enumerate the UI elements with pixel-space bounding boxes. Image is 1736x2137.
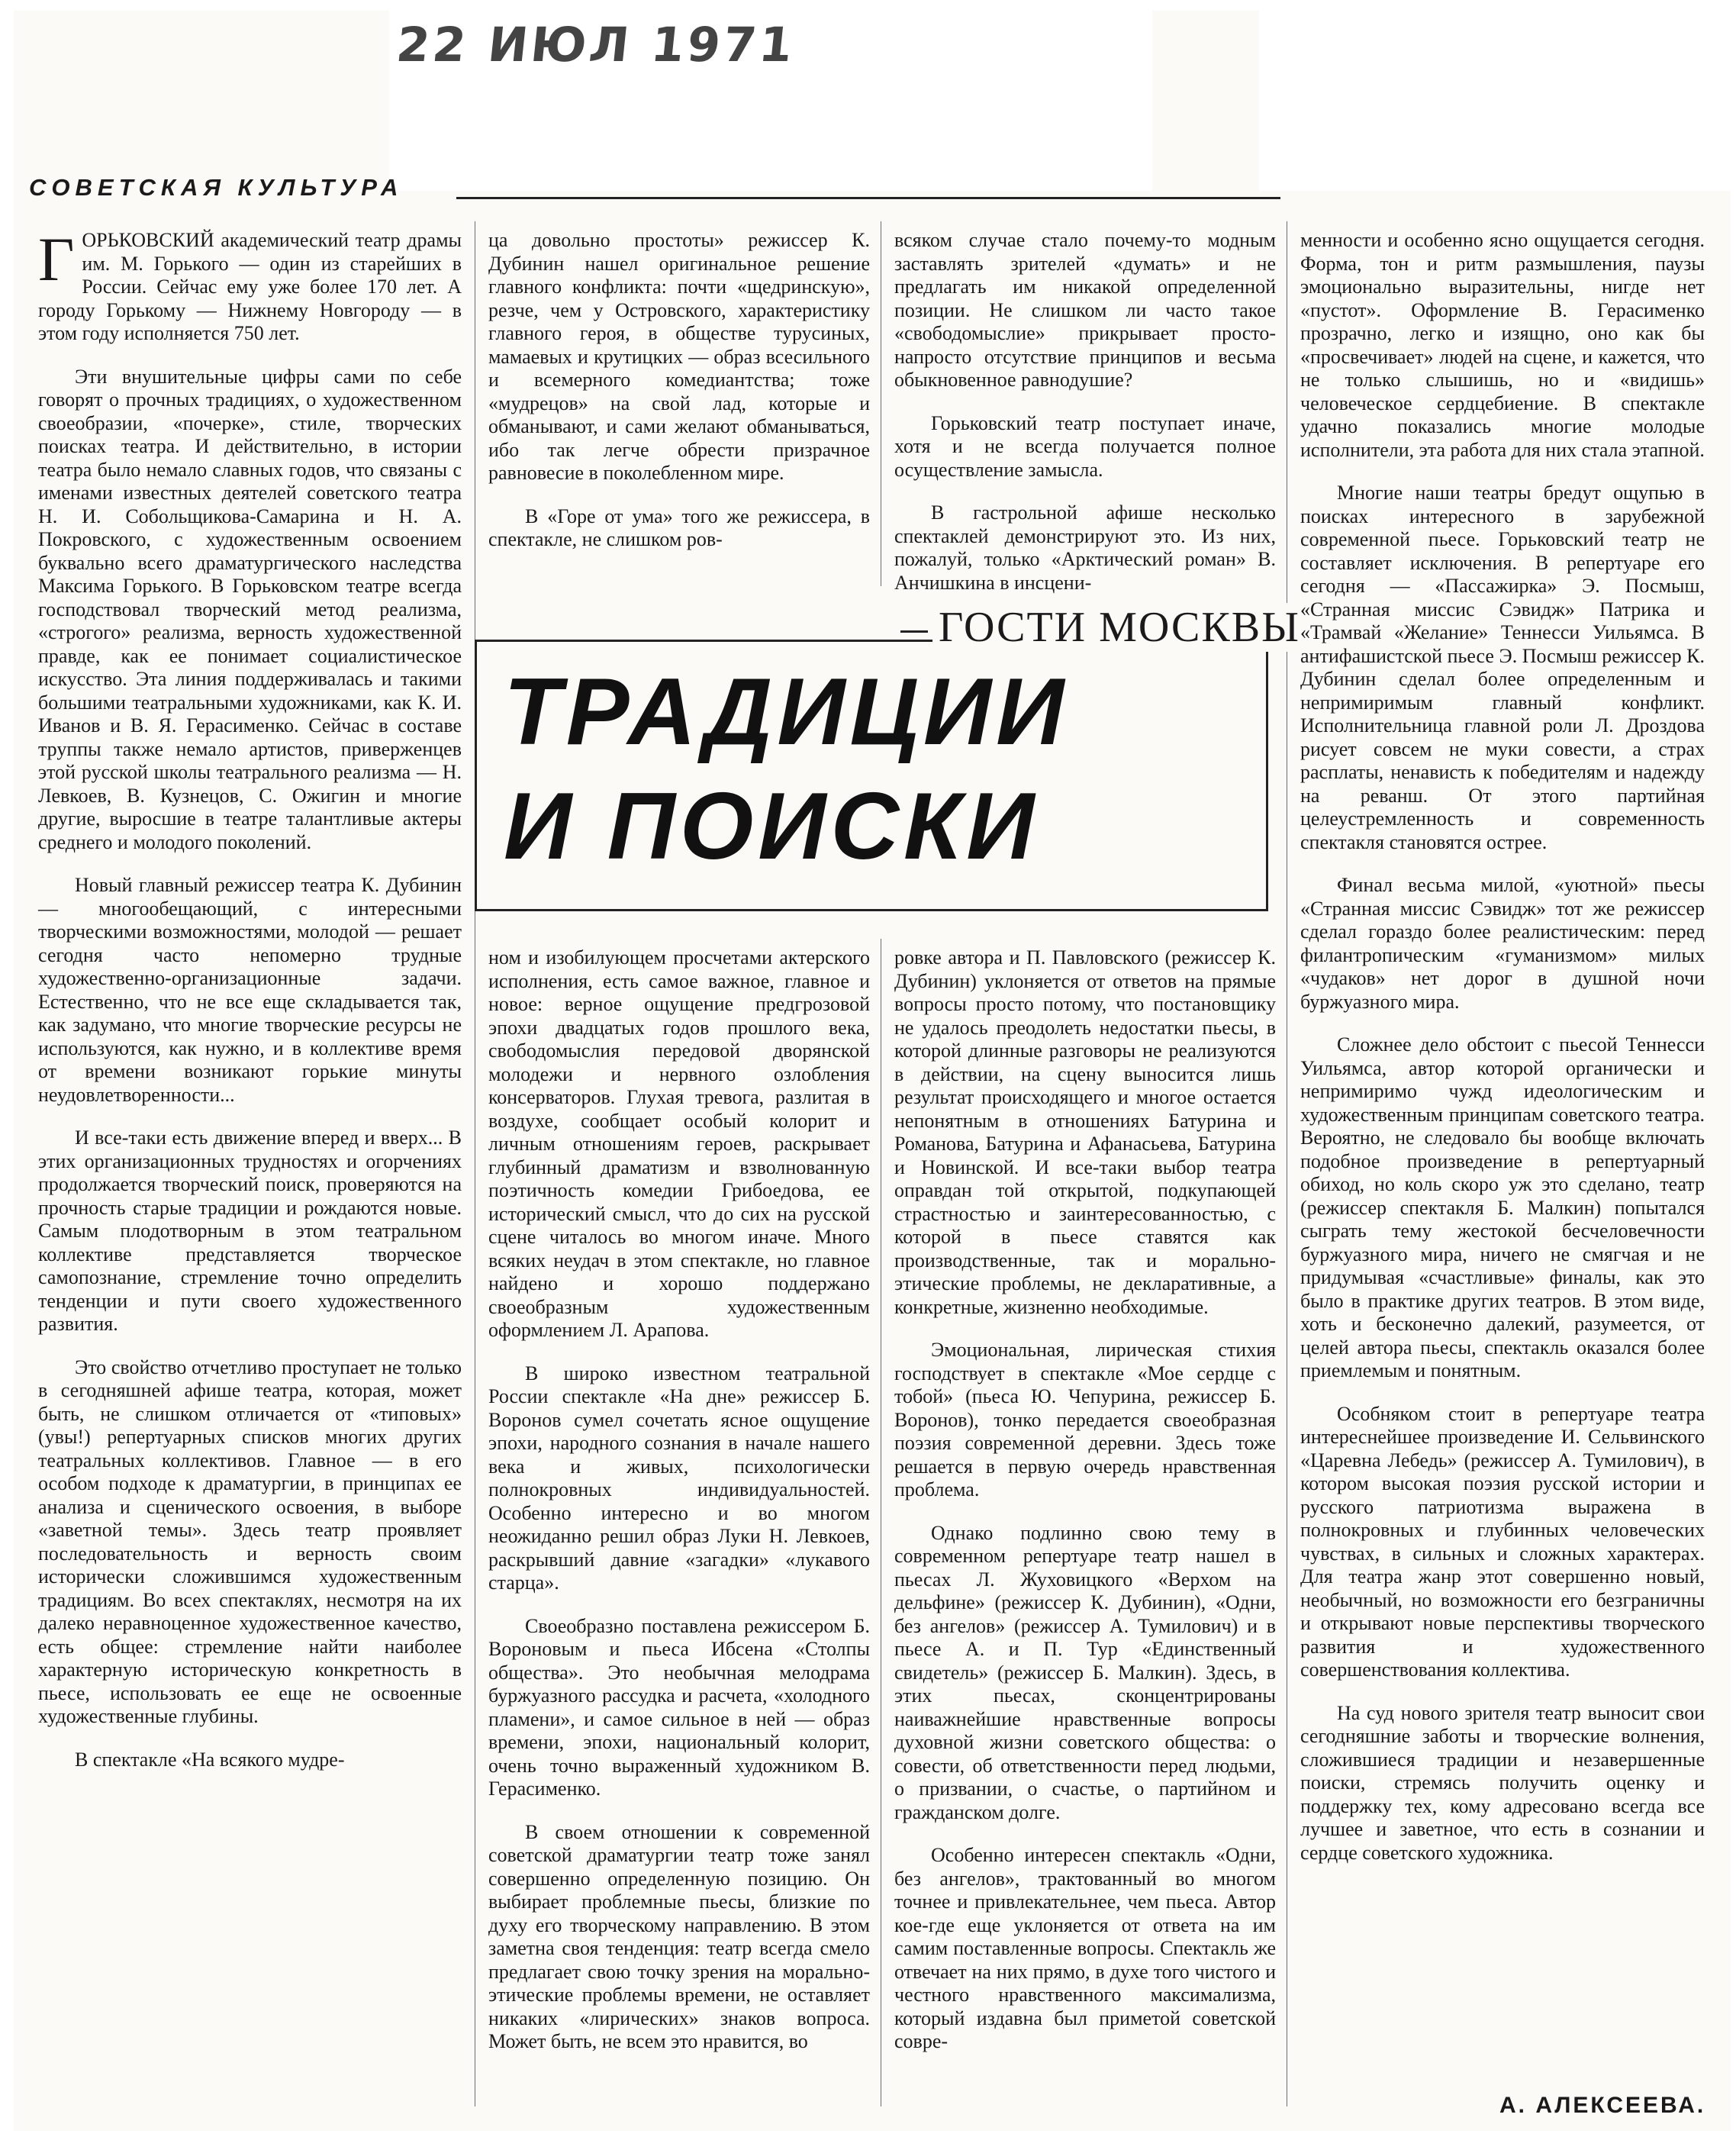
article-paragraph: Эмоциональная, лирическая стихия господствует в спектакле «Мое сердце с тобой» (пьеса Ю. Чепурина, режиссер Б. Воронов), тонко передается своеобразная поэзия современной деревни. Здесь тоже решается в первую очередь нравственная проблема. — [894, 1339, 1276, 1500]
article-paragraph: На суд нового зрителя театр выносит свои сегодняшние заботы и творческие волнения, сложившиеся традиции и незавершенные поиски, стремясь получить оценку и поддержку тех, кому адресовано всегда все лучшее и заветное, что есть в сознании и сердце советского художника. — [1300, 1701, 1705, 1864]
masthead-rule — [456, 197, 1280, 199]
article-column-4 — [1300, 229, 1705, 1884]
article-paragraph: всяком случае стало почему-то модным заставлять зрителей «думать» и не предлагать им никакой определенной позиции. Не слишком ли часто такое «свободомыслие» прикрывает просто-напросто отсутствие принципов и весьма обыкновенное равнодушие? — [894, 229, 1276, 391]
drop-cap: Г — [38, 224, 75, 294]
clipping-cutout-right — [1259, 0, 1736, 191]
article-paragraph: И все-таки есть движение вперед и вверх... В этих организационных трудностях и огорчениях продолжается творческий поиск, проверяются на прочность старые традиции и рождаются новые. Самым плодотворным в этом театральном коллективе представляется творческое самопознание, стремление точно определить тенденции и пути своего художественного развития. — [38, 1127, 462, 1335]
article-paragraph: Эти внушительные цифры сами по себе говорят о прочных традициях, о художественном своеобразии, «почерке», стиле, творческих поисках театра. И действительно, в истории театра было немало славных годов, что связаны с именами известных деятелей советского театра Н. И. Собольщикова-Самарина и Н. А. Покровского, с художественным освоением буквально всего драматургического наследства Максима Горького. В Горьковском театре всегда господствовал творческий метод реализма, «строгого» реализма, верность художественной правде, как ее понимает социалистическое искусство. Эта линия поддерживалась и такими большими театральными художниками, как К. И. Иванов и В. Я. Герасименко. Сейчас в составе труппы также немало артистов, приверженцев этой русской школы театрального реализма — Н. Левкоев, В. Кузнецов, С. Ожигин и многие другие, выросшие в театре талантливые актеры среднего и молодого поколений. — [38, 365, 462, 853]
article-column-2-bottom — [488, 946, 870, 2074]
article-paragraph: ном и изобилующем просчетами актерского исполнения, есть самое важное, главное и новое: верное ощущение предгрозовой эпохи двадцатых годов прошлого века, свободомыслия передовой дворянской молодежи и нервного озлобления консерваторов. Глухая тревога, разлитая в воздухе, сообщает особый колорит и личным отношениям героев, раскрывает глубинный драматизм и взволнованную поэтичность комедии Грибоедова, ее исторический смысл, что до сих на русской сцене читалось во многом иначе. Много всяких неудач в этом спектакле, но главное найдено и хорошо поддержано своеобразным художественным оформлением Л. Арапова. — [488, 946, 870, 1341]
article-paragraph: Особняком стоит в репертуаре театра интереснейшее произведение И. Сельвинского «Царевна Лебедь» (режиссер А. Тумилович), в котором высокая поэзия русской истории и русского патриотизма выражена в полнокровных и глубинных человеческих чувствах, в сильных и сложных характерах. Для театра жанр этот совершенно новый, необычный, но возможности его безграничны и открывают новые перспективы творческого развития и художественного совершенствования коллектива. — [1300, 1402, 1705, 1681]
headline-line-2: И ПОИСКИ — [504, 774, 1039, 879]
article-paragraph: Финал весьма милой, «уютной» пьесы «Странная миссис Сэвидж» тот же режиссер сделал гораздо более реалистическим: перед филантропическим «гуманизмом» милых «чудаков» нет дорог в душной ночи буржуазного мира. — [1300, 874, 1705, 1013]
article-paragraph: ровке автора и П. Павловского (режиссер К. Дубинин) уклоняется от ответов на прямые вопросы просто потому, что постановщику не удалось преодолеть недостатки пьесы, в которой длинные разговоры не реализуются в действии, на сцену выносится лишь результат происходящего и многое остается непонятным в отношениях Батурина и Романова, Батурина и Афанасьева, Батурина и Новинской. И все-таки выбор театра оправдан той открытой, подкупающей страстностью и заинтересованностью, с которой в пьесе ставятся как производственные, так и морально-этические проблемы, не декларативные, а конкретные, жизненно необходимые. — [894, 946, 1276, 1318]
article-column-3-top — [894, 229, 1276, 614]
rubric-rule — [900, 630, 928, 633]
article-column-2-top — [488, 229, 870, 572]
newspaper-masthead: СОВЕТСКАЯ КУЛЬТУРА — [29, 174, 404, 201]
article-paragraph: Своеобразно поставлена режиссером Б. Вороновым и пьеса Ибсена «Столпы общества». Это необычная мелодрама буржуазного рассудка и расчета, «холодного пламени», и самое сильное в ней — образ времени, эпохи, национальный колорит, очень точно выраженный художником В. Герасименко. — [488, 1614, 870, 1800]
article-paragraph: Новый главный режиссер театра К. Дубинин — многообещающий, с интересными творческими возможностями, молодой — решает сегодня часто непомерно трудные художественно-организационные задачи. Естественно, что не все еще складывается так, как задумано, что многие творческие ресурсы не используются, как нужно, и в коллективе время от времени возникают горькие минуты неудовлетворенности... — [38, 874, 462, 1106]
author-signature: А. АЛЕКСЕЕВА. — [1499, 2093, 1706, 2118]
article-paragraph: Горьковский театр поступает иначе, хотя и не всегда получается полное осуществление замысла. — [894, 411, 1276, 481]
article-headline — [504, 655, 1251, 884]
rubric-title: ГОСТИ МОСКВЫ — [932, 603, 1306, 652]
article-paragraph: В гастрольной афише несколько спектаклей демонстрируют это. Из них, пожалуй, только «Арктический роман» В. Анчишкина в инсцени- — [894, 501, 1276, 594]
headline-line-1: ТРАДИЦИИ — [504, 659, 1069, 765]
article-paragraph: Особенно интересен спектакль «Одни, без ангелов», трактованный во многом точнее и привлекательнее, чем пьеса. Автор кое-где еще уклоняется от ответа на им самим поставленные вопросы. Спектакль же отвечает на них прямо, в духе того чистого и честного нравственного максимализма, который издавна был приметой советской совре- — [894, 1844, 1276, 2052]
article-paragraph: Это свойство отчетливо проступает не только в сегодняшней афише театра, которая, может быть, не слишком отличается от «типовых» (увы!) репертуарных списков многих других театральных коллективов. Главное — в его особом подходе к драматургии, в принципах ее анализа и сценического освоения, в выборе «заветной темы». Здесь театр проявляет последовательность и верность своим исторически сложившимся художественным традициям. Во всех спектаклях, несмотря на их далеко неравноценное художественное качество, есть общее: стремление найти наиболее характерную историческую конкретность в пьесе, использовать ее еще не освоенные художественные глубины. — [38, 1355, 462, 1727]
article-text: ОРЬКОВСКИЙ академический театр драмы им. М. Горького — один из старейших в России. Сейчас ему уже более 170 лет. А городу Горькому — Нижнему Новгороду — в этом году исполняется 750 лет. — [38, 229, 462, 344]
article-paragraph: Многие наши театры бредут ощупью в поисках интересного в зарубежной современной пьесе. Горьковский театр не составляет исключения. В репертуаре его сегодня — «Пассажирка» Э. Посмыш, «Странная миссис Сэвидж» Патрика и «Трамвай «Желание» Теннесси Уильямса. В антифашистской пьесе Э. Посмыш режиссер К. Дубинин сделал более определенным и непримиримым главный конфликт. Исполнительница главной роли Л. Дроздова рисует совсем не муки совести, а страх расплаты, ненависть к победителям и надежду на реванш. От этого партийная целеустремленность и современность спектакля становятся острее. — [1300, 482, 1705, 853]
article-paragraph: В своем отношении к современной советской драматургии театр тоже занял совершенно определенную позицию. Он выбирает проблемные пьесы, близкие по духу его творческому направлению. В этом заметна своя тенденция: театр всегда смело предлагает свою точку зрения на морально-этические проблемы времени, не оставляет никаких «лирических» знаков вопроса. Может быть, не всем это нравится, во — [488, 1820, 870, 2052]
article-paragraph: Сложнее дело обстоит с пьесой Теннесси Уильямса, автор которой органически и непримиримо чужд идеологическим и художественным принципам советского театра. Вероятно, не следовало бы вообще включать подобное произведение в репертуарный обиход, но коль скоро уж это сделано, театр (режиссер спектакля Б. Малкин) попытался сыграть тему жестокой бесчеловечности буржуазного мира, ничего не смягчая и не придумывая «счастливые» финалы, как это было в практике других театров. В этом виде, хоть и бесконечно далекий, разумеется, от целей автора пьесы, спектакль оказался более приемлемым и понятным. — [1300, 1033, 1705, 1381]
article-column-1 — [38, 224, 462, 1791]
article-paragraph: менности и особенно ясно ощущается сегодня. Форма, тон и ритм размышления, паузы эмоционально выразительны, нигде нет «пустот». Оформление В. Герасименко прозрачно, легко и изящно, оно как бы «просвечивает» людей на сцене, и кажется, что не только слышишь, но и «видишь» человеческое сердцебиение. В спектакле удачно показались многие молодые исполнители, эта работа для них стала этапной. — [1300, 229, 1705, 461]
article-paragraph: В спектакле «На всякого мудре- — [75, 1748, 345, 1771]
article-paragraph: Однако подлинно свою тему в современном репертуаре театр нашел в пьесах Л. Жуховицкого «Верхом на дельфине» (режиссер К. Дубинин), «Одни, без ангелов» (режиссер А. Тумилович) и в пьесе А. и П. Тур «Единственный свидетель» (режиссер Б. Малкин). Здесь, в этих пьесах, сконцентрированы наиважнейшие нравственные вопросы духовной жизни советского общества: о совести, об ответственности перед людьми, о призвании, о счастье, о партийном и гражданском долге. — [894, 1521, 1276, 1823]
article-column-3-bottom — [894, 946, 1276, 2074]
article-paragraph — [38, 224, 462, 346]
article-paragraph: В широко известном театральной России спектакле «На дне» режиссер Б. Воронов сумел сочетать ясное ощущение эпохи, народного сознания в начале нашего века и живых, психологически полнокровных индивидуальностей. Особенно интересно и во многом неожиданно решил образ Луки Н. Левкоев, раскрывший давние «загадки» «лукавого старца». — [488, 1362, 870, 1594]
date-stamp: 22 ИЮЛ 1971 — [394, 17, 799, 73]
article-paragraph: В «Горе от ума» того же режиссера, в спектакле, не слишком ров- — [488, 504, 870, 550]
article-paragraph: ца довольно простоты» режиссер К. Дубинин нашел оригинальное решение главного конфликта: почти «щедринскую», резче, чем у Островского, характеристику главного героя, в обществе турусиных, мамаевых и крутицких — образ всесильного и всемерного комедиантства; тоже «мудрецов» на свой лад, которые и обманывают, и сами желают обманываться, ибо так легче обрести призрачное равновесие в поколебленном мире. — [488, 229, 870, 484]
